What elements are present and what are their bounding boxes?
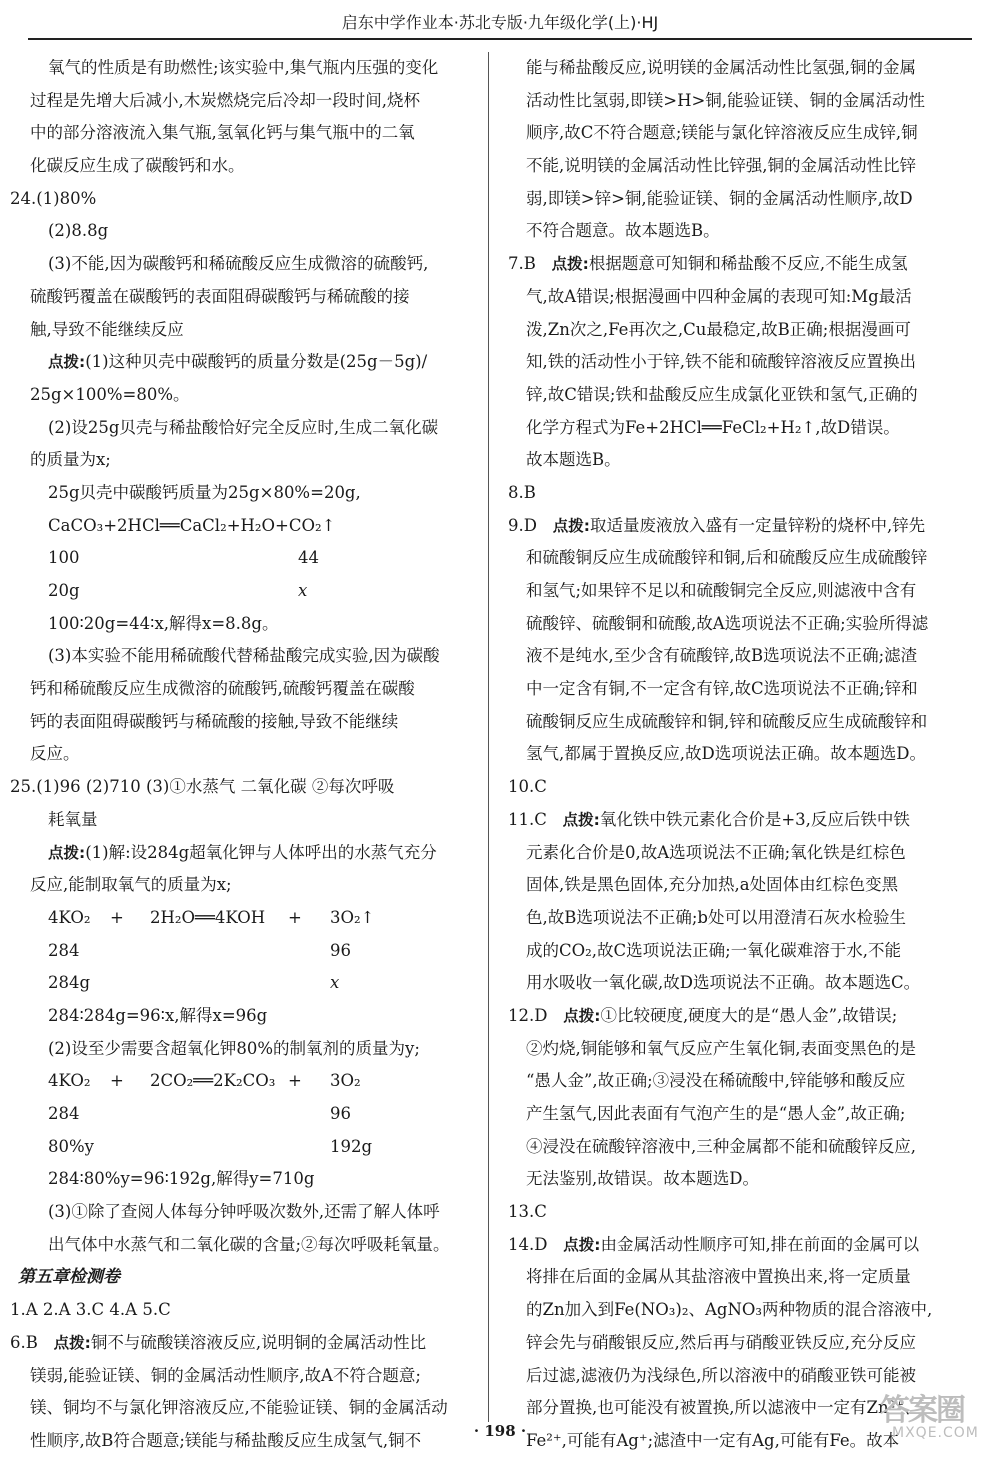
text-line: 耗氧量 [48,809,98,829]
text-line: 能与稀盐酸反应,说明镁的金属活动性比氢强,铜的金属 [526,58,916,77]
hint-label: 点拨: [53,1333,91,1352]
text-span: 由金属活动性顺序可知,排在前面的金属可以 [600,1234,920,1254]
equation-value: 44 [298,548,319,568]
equation-row [30,1098,476,1131]
text-line: 锌,故C错误;铁和盐酸反应生成氯化亚铁和氢气,正确的 [526,384,918,404]
text-line: 化碳反应生成了碳酸钙和水。 [30,156,245,176]
equation-row [30,575,476,608]
equation-value: 284g [48,973,91,993]
text-line: 25g×100%=80%。 [30,384,190,404]
equation-value: 96 [330,940,351,960]
text-span: ①比较硬度,硬度大的是“愚人金”,故错误; [600,1005,898,1025]
hint-line [508,1000,970,1033]
answer-number: 9.D [508,515,537,535]
text-line: 出气体中水蒸气和二氧化碳的含量;②每次呼吸耗氧量。 [48,1234,450,1254]
answers-1-5: 1.A 2.A 3.C 4.A 5.C [10,1300,171,1320]
answer-25: 25.(1)96 (2)710 (3)①水蒸气 二氧化碳 ②每次呼吸 [10,777,395,797]
equation-row [30,1131,476,1164]
equation-row [30,1065,476,1098]
equation-part: 4KO₂ [48,1071,91,1091]
text-span: (1)这种贝壳中碳酸钙的质量分数是(25g－5g)/ [85,352,428,372]
answer-number: 6.B [10,1332,38,1352]
equation-part: 4KO₂ [48,907,91,927]
text-span: 取适量废液放入盛有一定量锌粉的烧杯中,锌先 [589,515,926,535]
text-line: 25g贝壳中碳酸钙质量为25g×80%=20g, [48,482,361,502]
text-span: 氧化铁中铁元素化合价是+3,反应后铁中铁 [599,809,910,829]
text-span: 铜不与硫酸镁溶液反应,说明铜的金属活动性比 [90,1332,427,1352]
hint-line [10,1327,476,1360]
text-line: 镁、铜均不与氯化钾溶液反应,不能验证镁、铜的金属活动 [30,1398,448,1418]
text-line: “愚人金”,故正确;③浸没在稀硫酸中,锌能够和酸反应 [526,1071,906,1091]
answer-13: 13.C [508,1202,547,1222]
header-rule [28,38,972,40]
equation-part: + [288,1071,302,1091]
text-line: 不符合题意。故本题选B。 [526,221,720,241]
text-line: 故本题选B。 [526,450,621,470]
text-line: 泼,Zn次之,Fe再次之,Cu最稳定,故B正确;根据漫画可 [526,319,911,339]
text-line: 无法鉴别,故错误。故本题选D。 [526,1169,759,1189]
text-line: 性顺序,故B符合题意;镁能与稀盐酸反应生成氢气,铜不 [30,1430,422,1450]
hint-label: 点拨: [552,516,590,535]
text-line: 反应。 [30,744,80,764]
equation-value: 284 [48,1104,80,1123]
equation-row [30,542,476,575]
text-line: (2)设25g贝壳与稀盐酸恰好完全反应时,生成二氧化碳 [48,417,439,437]
text-line: 弱,即镁>锌>铜,能验证镁、铜的金属活动性顺序,故D [526,188,913,208]
hint-line [30,837,476,870]
hint-line [508,510,970,543]
text-line: 产生氢气,因此表面有气泡产生的是“愚人金”,故正确; [526,1104,906,1123]
equation-value: 284 [48,940,80,960]
text-span: 根据题意可知铜和稀盐酸不反应,不能生成氢 [588,254,908,274]
page-header [0,0,1000,40]
answer-number: 11.C [508,809,547,829]
equation-row [30,935,476,968]
text-line: 化学方程式为Fe+2HCl══FeCl₂+H₂↑,故D错误。 [526,417,900,437]
text-line: 色,故B选项说法不正确;b处可以用澄清石灰水检验生 [526,907,906,927]
equation-part: 3O₂ [330,1071,361,1091]
hint-line [508,804,970,837]
answer-number: 12.D [508,1005,548,1025]
text-line: (2)8.8g [48,221,109,241]
text-line: Fe²⁺,可能有Ag⁺;滤渣中一定有Ag,可能有Fe。故本 [526,1430,900,1450]
text-line: 氧气的性质是有助燃性;该实验中,集气瓶内压强的变化 [48,58,439,77]
text-line: 元素化合价是0,故A选项说法不正确;氧化铁是红棕色 [526,842,906,862]
equation-value: 192g [330,1136,373,1156]
text-line: 氢气,都属于置换反应,故D选项说法正确。故本题选D。 [526,744,926,764]
watermark-text: 答案圈 [880,1393,964,1428]
left-column [10,52,476,1458]
hint-line [508,248,970,281]
text-line: 知,铁的活动性小于锌,铁不能和硫酸锌溶液反应置换出 [526,352,916,372]
equation-part: 2H₂O══4KOH [150,907,266,927]
text-span: (1)解:设284g超氧化钾与人体呼出的水蒸气充分 [85,842,437,862]
hint-label: 点拨: [563,1006,601,1025]
text-line: 和硫酸铜反应生成硫酸锌和铜,后和硫酸反应生成硫酸锌 [526,548,928,568]
text-line: 不能,说明镁的金属活动性比锌强,铜的金属活动性比锌 [526,156,916,176]
equation-value: 20g [48,581,80,600]
hint-label: 点拨: [551,255,589,274]
equation-part: + [110,907,124,927]
text-line: 100∶20g=44∶x,解得x=8.8g。 [48,613,279,633]
equation-part: + [110,1071,124,1091]
text-line: 硫酸铜反应生成硫酸锌和铜,锌和硫酸反应生成硫酸锌和 [526,711,928,731]
text-line: 硫酸钙覆盖在碳酸钙的表面阻碍碳酸钙与稀硫酸的接 [30,286,410,306]
equation-row [30,902,476,935]
text-line: ④浸没在硫酸锌溶液中,三种金属都不能和硫酸锌反应, [526,1136,916,1156]
text-line: 284∶284g=96∶x,解得x=96g [48,1005,268,1025]
right-column [508,52,970,1458]
answer-8: 8.B [508,482,536,502]
page-number: · 198 · [473,1422,527,1440]
hint-line [508,1229,970,1262]
equation-part: + [288,907,302,927]
hint-line [30,346,476,379]
text-line: 中的部分溶液流入集气瓶,氢氧化钙与集气瓶中的二氧 [30,123,415,143]
text-line: 液不是纯水,至少含有硫酸锌,故B选项说法不正确;滤渣 [526,646,918,666]
header-title: 启东中学作业本·苏北专版·九年级化学(上)·HJ [341,13,659,32]
text-line: 镁弱,能验证镁、铜的金属活动性顺序,故A不符合题意; [30,1365,421,1385]
text-line: 后过滤,滤液仍为浅绿色,所以溶液中的硝酸亚铁可能被 [526,1365,916,1385]
equation: CaCO₃+2HCl══CaCl₂+H₂O+CO₂↑ [48,515,336,535]
text-line: (3)①除了查阅人体每分钟呼吸次数外,还需了解人体呼 [48,1202,440,1222]
column-divider [488,52,489,1422]
text-line: 部分置换,也可能没有被置换,所以滤液中一定有Zn²⁺、 [526,1398,921,1418]
text-line: (3)不能,因为碳酸钙和稀硫酸反应生成微溶的硫酸钙, [48,254,429,274]
text-line: (2)设至少需要含超氧化钾80%的制氧剂的质量为y; [48,1038,420,1058]
watermark-url: MXQE.COM [892,1425,979,1441]
text-line: 钙的表面阻碍碳酸钙与稀硫酸的接触,导致不能继续 [30,711,399,731]
text-line: ②灼烧,铜能够和氧气反应产生氧化铜,表面变黑色的是 [526,1038,916,1058]
answer-number: 7.B [508,254,536,274]
equation-value: 96 [330,1104,351,1123]
text-line: 固体,铁是黑色固体,充分加热,a处固体由红棕色变黑 [526,875,899,895]
equation-part: 3O₂↑ [330,907,375,927]
text-line: 顺序,故C不符合题意;镁能与氯化锌溶液反应生成锌,铜 [526,123,918,143]
text-line: 钙和稀硫酸反应生成微溶的硫酸钙,硫酸钙覆盖在碳酸 [30,679,415,699]
text-line: 的Zn加入到Fe(NO₃)₂、AgNO₃两种物质的混合溶液中, [526,1300,933,1320]
answer-24: 24.(1)80% [10,188,97,208]
answer-10: 10.C [508,777,547,797]
equation-part: 2CO₂══2K₂CO₃ [150,1071,276,1091]
equation-value: 80%y [48,1136,94,1156]
text-line: 活动性比氢弱,即镁>H>铜,能验证镁、铜的金属活动性 [526,90,926,110]
text-line: 气,故A错误;根据漫画中四种金属的表现可知:Mg最活 [526,286,912,306]
text-line: 用水吸收一氧化碳,故D选项说法不正确。故本题选C。 [526,973,921,993]
section-heading: 第五章检测卷 [18,1267,120,1288]
hint-label: 点拨: [48,353,86,372]
equation-value: 100 [48,548,80,568]
text-line: 硫酸锌、硫酸铜和硫酸,故A选项说法不正确;实验所得滤 [526,613,929,633]
text-line: 中一定含有铜,不一定含有锌,故C选项说法不正确;锌和 [526,679,918,699]
text-line: (3)本实验不能用稀硫酸代替稀盐酸完成实验,因为碳酸 [48,646,440,666]
text-line: 成的CO₂,故C选项说法正确;一氧化碳难溶于水,不能 [526,940,901,960]
equation-value: x [298,581,308,600]
answer-number: 14.D [508,1234,548,1254]
text-line: 的质量为x; [30,450,111,470]
text-line: 284∶80%y=96∶192g,解得y=710g [48,1169,315,1189]
text-line: 触,导致不能继续反应 [30,319,184,339]
text-line: 过程是先增大后减小,木炭燃烧完后冷却一段时间,烧杯 [30,90,420,110]
text-line: 将排在后面的金属从其盐溶液中置换出来,将一定质量 [526,1267,911,1287]
equation-value: x [330,973,340,993]
text-line: 和氢气;如果锌不足以和硫酸铜完全反应,则滤液中含有 [526,581,917,600]
hint-label: 点拨: [48,843,86,862]
equation-row [30,967,476,1000]
hint-label: 点拨: [562,810,600,829]
text-line: 反应,能制取氧气的质量为x; [30,875,232,895]
text-line: 锌会先与硝酸银反应,然后再与硝酸亚铁反应,充分反应 [526,1332,916,1352]
hint-label: 点拨: [563,1235,601,1254]
